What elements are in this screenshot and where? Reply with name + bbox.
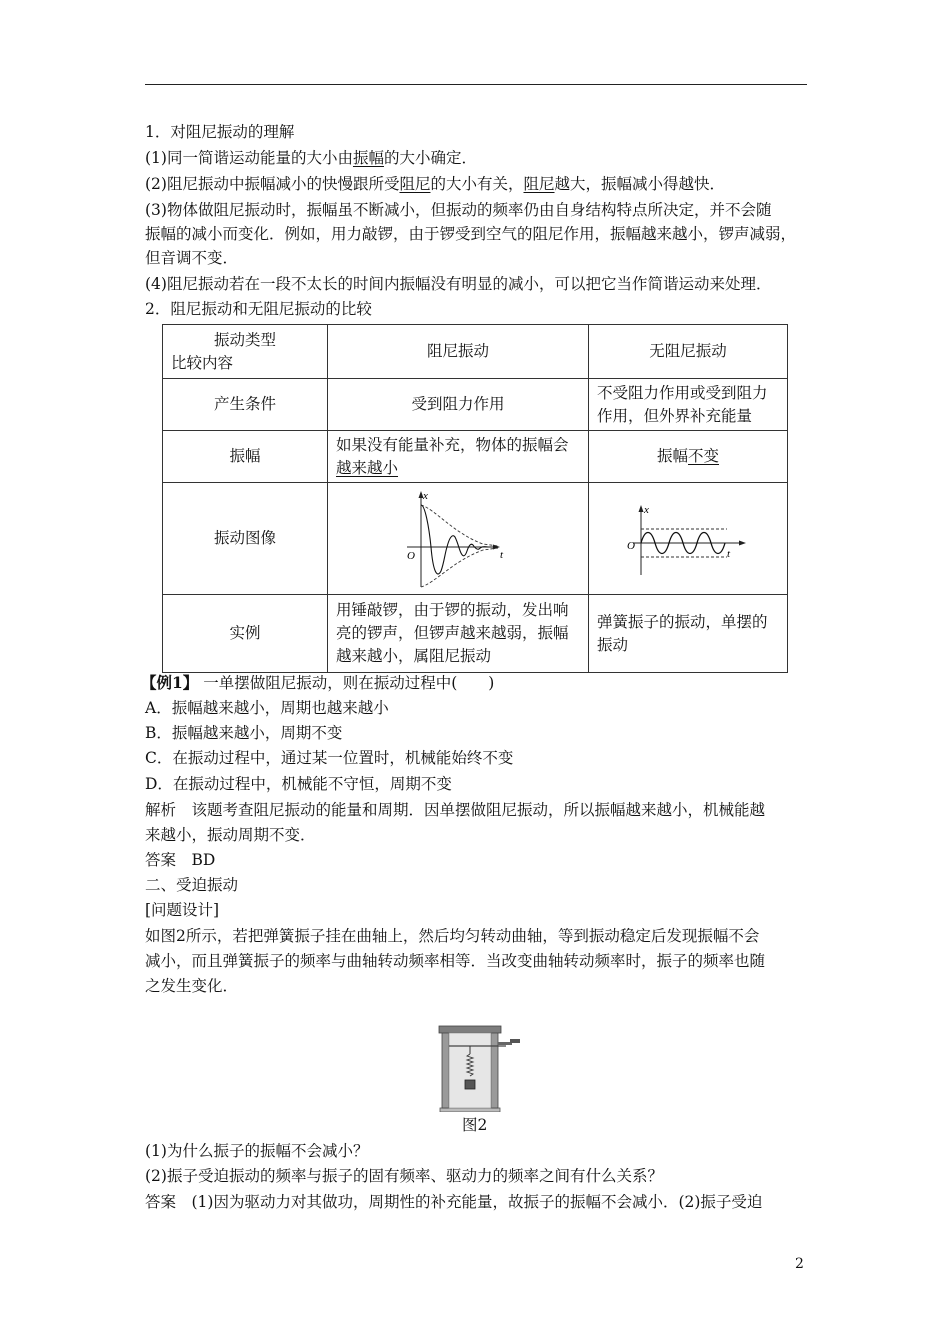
comparison-table [162, 324, 788, 673]
section1-point4: (4)阻尼振动若在一段不太长的时间内振幅没有明显的减小，可以把它当作简谐运动来处理． [145, 275, 772, 293]
example1-answer: 答案 BD [145, 851, 216, 869]
row-header-condition: 产生条件 [163, 379, 328, 431]
example1-analysis-line1: 解析 该题考查阻尼振动的能量和周期．因单摆做阻尼振动，所以振幅越来越小，机械能越 [145, 801, 766, 819]
cell-condition-undamped: 不受阻力作用或受到阻力作用，但外界补充能量 [589, 379, 788, 431]
t-axis-arrow [739, 540, 746, 545]
row-header-example: 实例 [163, 595, 328, 673]
cell-example-damped: 用锤敲锣，由于锣的振动，发出响亮的锣声，但锣声越来越弱，振幅越来越小，属阻尼振动 [328, 595, 589, 673]
damped-oscillation-graph [403, 487, 513, 591]
table-row [163, 325, 788, 379]
header-rule [145, 84, 807, 85]
graph-origin-label: O [627, 539, 635, 552]
col-header-damped: 阻尼振动 [328, 325, 589, 379]
table-header-corner: 振动类型 比较内容 [163, 325, 328, 379]
graph-t-label: t [727, 547, 731, 560]
page-number: 2 [795, 1256, 804, 1272]
upper-envelope [421, 505, 498, 546]
graph-t-label: t [500, 548, 504, 561]
figure2-caption: 图2 [462, 1116, 488, 1134]
table-row [163, 379, 788, 431]
example1-option-b: B．振幅越来越小，周期不变 [145, 724, 343, 742]
cell-condition-damped: 受到阻力作用 [328, 379, 589, 431]
x-axis-arrow [639, 505, 644, 512]
cell-amplitude-undamped: 振幅不变 [589, 431, 788, 483]
part2-desc-line2: 减小，而且弹簧振子的频率与曲轴转动频率相等．当改变曲轴转动频率时，振子的频率也随 [145, 952, 766, 970]
part2-question1: (1)为什么振子的振幅不会减小？ [145, 1142, 369, 1160]
col-header-undamped: 无阻尼振动 [589, 325, 788, 379]
example1-analysis-line2: 来越小，振动周期不变． [145, 826, 316, 844]
section1-point3-line3: 但音调不变． [145, 249, 239, 267]
part2-answer: 答案 (1)因为驱动力对其做功，周期性的补充能量，故振子的振幅不会减小．(2)振子受迫 [145, 1193, 763, 1211]
graph-x-label: x [423, 489, 428, 502]
lower-envelope [421, 548, 498, 587]
section1-point3-line1: (3)物体做阻尼振动时，振幅虽不断减小，但振动的频率仍由自身结构特点所决定，并不会随 [145, 201, 772, 219]
graph-origin-label: O [407, 549, 415, 562]
table-row [163, 431, 788, 483]
part2-desc-line1: 如图2所示，若把弹簧振子挂在曲轴上，然后均匀转动曲轴，等到振动稳定后发现振幅不会 [145, 927, 760, 945]
crank-spring-apparatus-figure [436, 1022, 526, 1112]
example1-option-c: C．在振动过程中，通过某一位置时，机械能始终不变 [145, 749, 514, 767]
graph-x-label: x [644, 503, 649, 516]
row-header-amplitude: 振幅 [163, 431, 328, 483]
example1-question: 【例1】 一单摆做阻尼振动，则在振动过程中( ) [141, 673, 495, 692]
damped-curve [421, 505, 497, 574]
cell-graph-damped [328, 483, 589, 595]
example1-option-a: A．振幅越来越小，周期也越来越小 [145, 699, 389, 717]
example1-option-d: D．在振动过程中，机械能不守恒，周期不变 [145, 775, 452, 793]
part2-design-heading: [问题设计] [145, 901, 220, 919]
part2-question2: (2)振子受迫振动的频率与振子的固有频率、驱动力的频率之间有什么关系？ [145, 1167, 663, 1185]
cell-example-undamped: 弹簧振子的振动，单摆的振动 [589, 595, 788, 673]
part2-title: 二、受迫振动 [145, 876, 239, 894]
section1-title: 1．对阻尼振动的理解 [145, 123, 295, 141]
section2-title: 2．阻尼振动和无阻尼振动的比较 [145, 300, 372, 318]
cell-amplitude-damped: 如果没有能量补充，物体的振幅会越来越小 [328, 431, 589, 483]
cell-graph-undamped [589, 483, 788, 595]
undamped-oscillation-graph [623, 499, 753, 579]
table-row [163, 595, 788, 673]
section1-point3-line2: 振幅的减小而变化．例如，用力敲锣，由于锣受到空气的阻尼作用，振幅越来越小，锣声减弱， [145, 225, 797, 243]
section1-point2: (2)阻尼振动中振幅减小的快慢跟所受阻尼的大小有关，阻尼越大，振幅减小得越快． [145, 175, 726, 193]
table-row [163, 483, 788, 595]
row-header-graph: 振动图像 [163, 483, 328, 595]
part2-desc-line3: 之发生变化． [145, 977, 239, 995]
section1-point1: (1)同一简谐运动能量的大小由振幅的大小确定． [145, 149, 477, 167]
